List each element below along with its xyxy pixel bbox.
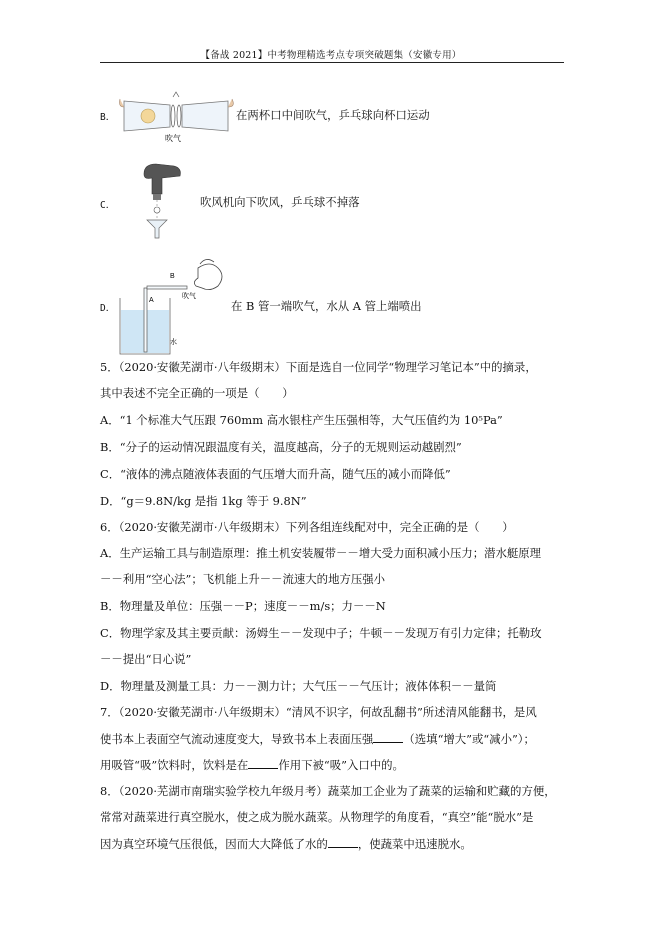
q5-stem-line1: 5．（2020·安徽芜湖市·八年级期末）下面是选自一位同学“物理学习笔记本”中的摘录， — [100, 360, 537, 374]
q6-option-c-line1: C．物理学家及其主要贡献：汤姆生－－发现中子；牛顿－－发现万有引力定律；托勒玫 — [100, 626, 542, 640]
q7-line3-after: 作用下被“吸”入口中的。 — [278, 758, 404, 772]
hair-dryer-figure — [140, 160, 190, 240]
q6-option-c-line2: －－提出“日心说” — [100, 652, 192, 666]
q5-option-d: D．“g＝9.8N/kg 是指 1kg 等于 9.8N” — [100, 494, 307, 508]
tube-a-label: A — [149, 297, 154, 304]
header-rule — [100, 62, 564, 63]
blow-label: 吹气 — [182, 293, 196, 300]
option-c-text: 吹风机向下吹风，乒乓球不掉落 — [200, 195, 360, 209]
q5-option-b: B．“分子的运动情况跟温度有关，温度越高，分子的无规则运动越剧烈” — [100, 440, 462, 454]
q6-stem: 6．（2020·安徽芜湖市·八年级期末）下列各组连线配对中，完全正确的是（ ） — [100, 520, 514, 534]
option-b-text: 在两杯口中间吹气，乒乓球向杯口运动 — [236, 108, 430, 122]
option-d-text: 在 B 管一端吹气，水从 A 管上端喷出 — [231, 299, 422, 313]
q7-blank-1[interactable] — [373, 731, 403, 743]
q8-line1: 8．（2020·芜湖市南瑞实验学校九年级月考）蔬菜加工企业为了蔬菜的运输和贮藏的方便， — [100, 784, 556, 798]
page-header: 【备战 2021】中考物理精选考点专项突破题集（安徽专用） — [200, 50, 462, 61]
q5-stem-line2: 其中表述不完全正确的一项是（ ） — [100, 386, 294, 400]
q5-option-a: A．“1 个标准大气压跟 760mm 高水银柱产生压强相等，大气压值约为 10⁵Pa” — [100, 413, 503, 427]
option-d-letter: D． — [100, 303, 116, 314]
q6-option-a-line2: －－利用“空心法”；飞机能上升－－流速大的地方压强小 — [100, 572, 386, 586]
tube-b-label: B — [170, 273, 175, 280]
q7-line3-before: 用吸管“吸”饮料时，饮料是在 — [100, 758, 249, 772]
q8-line2: 常常对蔬菜进行真空脱水，使之成为脱水蔬菜。从物理学的角度看，“真空”能“脱水”是 — [100, 810, 534, 824]
cups-figure-label: 吹气 — [165, 134, 181, 143]
beaker-figure — [118, 258, 228, 358]
q7-line2-after: （选填“增大”或“减小”）； — [403, 732, 535, 746]
q7-line2 — [100, 731, 535, 747]
q8-blank[interactable] — [328, 836, 358, 848]
q7-line2-before: 使书本上表面空气流动速度变大，导致书本上表面压强 — [100, 732, 374, 746]
q5-option-c: C．“液体的沸点随液体表面的气压增大而升高，随气压的减小而降低” — [100, 467, 451, 481]
q8-line3 — [100, 836, 472, 852]
option-c-letter: C． — [100, 200, 116, 211]
q8-line3-after: ，使蔬菜中迅速脱水。 — [357, 837, 472, 851]
water-label: 水 — [170, 339, 177, 346]
q7-line1: 7．（2020·安徽芜湖市·八年级期末）“清风不识字，何故乱翻书”所述清风能翻书，是风 — [100, 705, 537, 719]
q8-line3-before: 因为真空环境气压很低，因而大大降低了水的 — [100, 837, 328, 851]
option-b-letter: B． — [100, 112, 116, 123]
cups-figure — [120, 95, 235, 143]
q7-line3 — [100, 757, 404, 773]
q6-option-b: B．物理量及单位：压强－－P；速度－－m/s；力－－N — [100, 599, 386, 613]
q7-blank-2[interactable] — [248, 757, 278, 769]
q6-option-a-line1: A．生产运输工具与制造原理：推土机安装履带－－增大受力面积减小压力；潜水艇原理 — [100, 546, 542, 560]
q6-option-d: D．物理量及测量工具：力－－测力计；大气压－－气压计；液体体积－－量筒 — [100, 679, 497, 693]
